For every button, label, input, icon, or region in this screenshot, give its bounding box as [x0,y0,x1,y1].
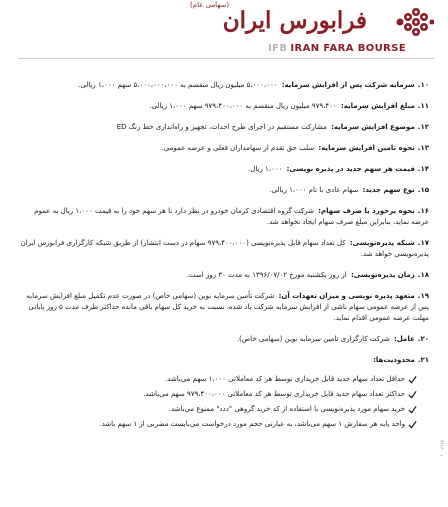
limit-item [16,374,417,385]
item-title: شبکه پذیره‌نویسی: [349,239,415,247]
item-title: زمان پذیره‌نویسی: [350,271,415,279]
item-text: شرکت کارگزاری تامین سرمایه نوین (سهامی خاص). [236,335,390,343]
list-item-19 [16,291,429,324]
item-text: شرکت گروه اقتصادی کرمان خودرو در نظر دارد تا هر سهم خود را به قیمت ۱،۰۰۰ ریال به عموم عرضه نماید، بنابراین مبلغ صرف سهام ایجاد نخواهد شد. [34,207,429,226]
limit-text: خرید سهام مورد پذیره‌نویسی با استفاده از کد خرید گروهی "ددد" ممنوع می‌باشد. [168,405,405,413]
limit-text: حداقل تعداد سهام جدید قابل خریداری توسط هر کد معاملاتی ۱،۰۰۰ سهم می‌باشد. [165,375,405,383]
item-title: مبلغ افزایش سرمایه: [340,102,415,110]
item-title: عامل: [393,335,415,343]
limits-title: محدودیت‌ها: [373,356,415,364]
item-title: قیمت هر سهم جدید در پذیره نویسی: [286,165,415,173]
list-item-17 [16,238,429,260]
brand-prefix: IFB [268,43,288,54]
limit-text: واحد پایه هر سفارش ۱ سهم می‌باشد، به عبارتی حجم مورد درخواست می‌بایست مضربی از ۱ سهم باشد. [99,420,405,428]
checkmark-icon [408,405,417,414]
item-text: سهام عادی با نام ۱،۰۰۰ ریالی. [269,186,359,194]
item-text: ۱،۰۰۰ ریال. [248,165,283,173]
item-number: ۱۳. [417,144,429,152]
item-text: ۵،۰۰۰،۰۰۰ میلیون ریال منقسم به ۵،۰۰۰،۰۰۰،۰۰۰ سهم ۱،۰۰۰ ریالی. [78,81,278,89]
limit-item [16,389,417,400]
list-item-11 [16,101,429,112]
item-text: شرکت تأمین سرمایه نوین (سهامی خاص) در صورت عدم تکمیل مبلغ افزایش سرمایه پس از عرضه عمومی سهام ناشی از افزایش سرمایه شرکت یاد شده، نسبت به خرید کل سهام باقی مانده حداکثر ظرف مدت ۵ روز پایانی مهلت عرضه عمومی اقدام نماید. [26,292,429,322]
item-number: ۲۱. [417,356,429,364]
item-text: مشارکت مستقیم در اجرای طرح احداث، تجهیز و راه‌اندازی خط رنگ ED [116,123,327,131]
item-number: ۱۶. [417,207,429,215]
item-title: نحوه تامین افزایش سرمایه: [318,144,415,152]
item-number: ۱۲. [417,123,429,131]
item-number: ۱۱. [417,102,429,110]
list-item-21 [16,355,429,366]
checkmark-icon [408,375,417,384]
limits-list [16,374,429,430]
item-number: ۱۴. [417,165,429,173]
list-item-12 [16,122,429,133]
list-item-18 [16,270,429,281]
item-number: ۲۰. [417,335,429,343]
item-text: از روز یکشنبه مورخ ۱۳۹۶/۰۷/۰۲ به مدت ۳۰ روز است. [186,271,347,279]
item-title: سرمایه شرکت پس از افزایش سرمایه: [281,81,415,89]
header-divider [18,58,434,59]
limit-text: حداکثر تعداد سهام جدید قابل خریداری توسط هر کد معاملاتی ۹۷۹،۴۰۰،۰۰۰ سهم می‌باشد. [143,390,405,398]
item-text: سلب حق تقدم از سهامداران فعلی و عرضه عمومی. [161,144,315,152]
list-item-13 [16,143,429,154]
item-number: ۱۵. [417,186,429,194]
list-item-15 [16,185,429,196]
brand-subtitle: (سهامی عام) [190,1,230,9]
terms-list [16,80,429,434]
item-number: ۱۹. [417,292,429,300]
item-number: ۱۷. [417,239,429,247]
item-number: ۱۰. [417,81,429,89]
brand-name-english [268,42,434,55]
item-text: کل تعداد سهام قابل پذیره‌نویسی (۹۷۹،۴۰۰،۰۰۰ سهام در دست انتشار) از طریق شبکه کارگزاری فرابورس ایران پذیره‌نویسی خواهد شد. [20,239,429,258]
item-title: موضوع افزایش سرمایه: [331,123,415,131]
list-item-10 [16,80,429,91]
ifb-emblem-icon [374,3,434,43]
brand-name-persian: فرابورس ایران [222,7,367,34]
brand-name-en-text: IRAN FARA BOURSE [290,43,407,54]
list-item-16 [16,206,429,228]
limit-item [16,404,417,415]
item-text: ۹۷۹،۴۰۰ میلیون ریال منقسم به ۹۷۹،۴۰۰،۰۰۰ سهم ۱،۰۰۰ ریالی. [149,102,337,110]
list-item-20 [16,334,429,345]
item-title: نوع سهم جدید: [362,186,415,194]
item-title: متعهد پذیره نویسی و میزان تعهدات آن: [278,292,415,300]
list-item-14 [16,164,429,175]
item-title: نحوه برخورد با صرف سهام: [318,207,415,215]
page-side-mark: ۳/۱۳۰ ۱۰ [438,440,444,460]
item-number: ۱۸. [417,271,429,279]
checkmark-icon [408,390,417,399]
limit-item [16,419,417,430]
checkmark-icon [408,420,417,429]
